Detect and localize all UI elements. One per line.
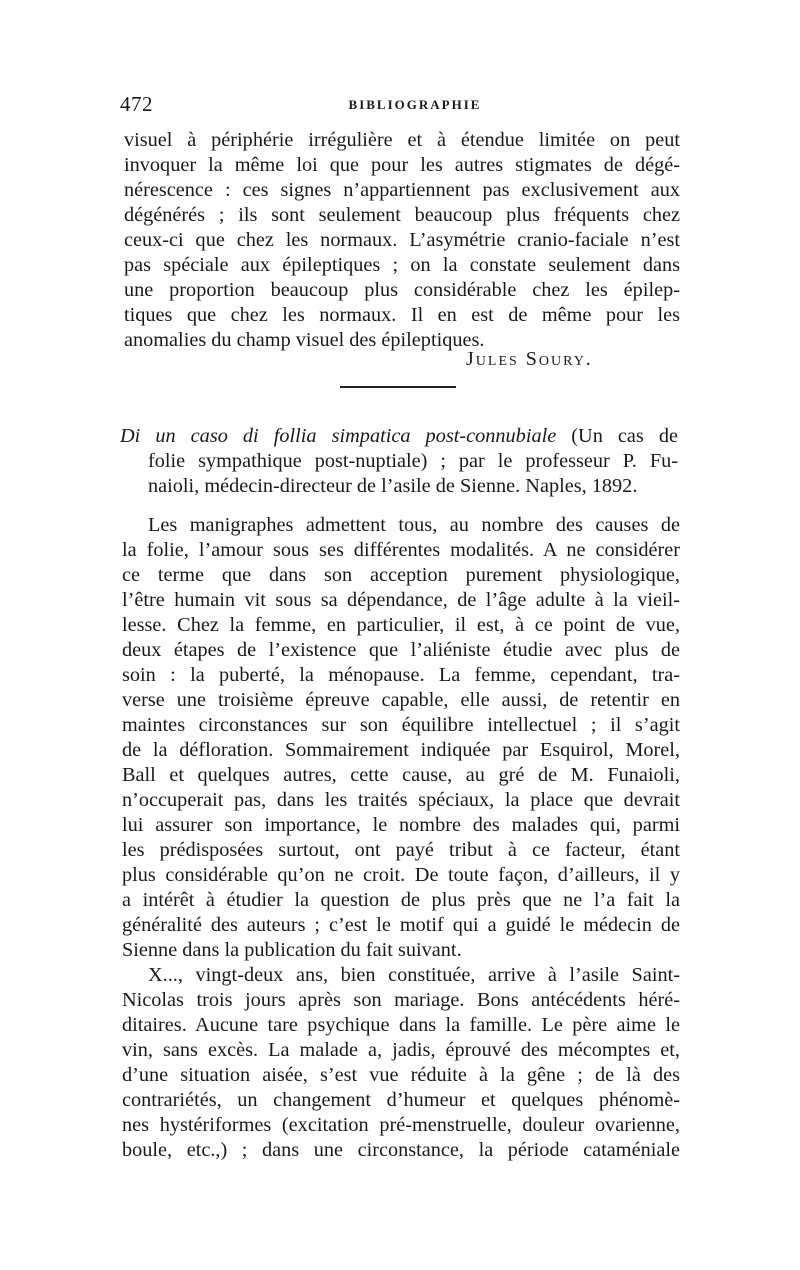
text-line: une proportion beaucoup plus considérable chez les épilep- (124, 279, 680, 301)
text-line: lui assurer son importance, le nombre des malades qui, parmi (122, 814, 680, 836)
section-divider (340, 386, 456, 388)
text-line: contrariétés, un changement d’humeur et quelques phénomè- (122, 1089, 680, 1111)
text-line: d’une situation aisée, s’est vue réduite à la gêne ; de là des (122, 1064, 680, 1086)
running-head: BIBLIOGRAPHIE (348, 97, 482, 112)
text-line: folie sympathique post-nuptiale) ; par le professeur P. Fu- (148, 450, 678, 472)
text-line: X..., vingt-deux ans, bien constituée, arrive à l’asile Saint- (148, 964, 680, 986)
text-line: visuel à périphérie irrégulière et à étendue limitée on peut (124, 129, 680, 151)
text-line: boule, etc.,) ; dans une circonstance, la période cataméniale (122, 1139, 680, 1161)
text-line: maintes circonstances sur son équilibre intellectuel ; il s’agit (122, 714, 680, 736)
text-line: Nicolas trois jours après son mariage. Bons antécédents héré- (122, 989, 680, 1011)
page-header (120, 92, 680, 118)
page-number: 472 (120, 92, 153, 116)
text-line: naioli, médecin-directeur de l’asile de Sienne. Naples, 1892. (148, 475, 638, 497)
text-line: vin, sans excès. La malade a, jadis, éprouvé des mécomptes et, (122, 1039, 680, 1061)
text-line: dégénérés ; ils sont seulement beaucoup plus fréquents chez (124, 204, 680, 226)
text-line: de la défloration. Sommairement indiquée par Esquirol, Morel, (122, 739, 680, 761)
text-line: deux étapes de l’existence que l’aliéniste étudie avec plus de (122, 639, 680, 661)
review-author: Jules Soury. (466, 348, 593, 370)
text-line: ditaires. Aucune tare psychique dans la famille. Le père aime le (122, 1014, 680, 1036)
text-line: soin : la puberté, la ménopause. La femme, cependant, tra- (122, 664, 680, 686)
text-line: Ball et quelques autres, cette cause, au gré de M. Funaioli, (122, 764, 680, 786)
text-line: généralité des auteurs ; c’est le motif qui a guidé le médecin de (122, 914, 680, 936)
text-line: ce terme que dans son acception purement physiologique, (122, 564, 680, 586)
text-line: Les manigraphes admettent tous, au nombre des causes de (148, 514, 680, 536)
text-line: Sienne dans la publication du fait suivant. (122, 939, 462, 961)
text-line: verse une troisième épreuve capable, elle aussi, de retentir en (122, 689, 680, 711)
citation-title-rest: (Un cas de (556, 425, 678, 447)
text-line: invoquer la même loi que pour les autres stigmates de dégé- (124, 154, 680, 176)
text-line: l’être humain vit sous sa dépendance, de l’âge adulte à la vieil- (122, 589, 680, 611)
text-line: nes hystériformes (excitation pré-menstruelle, douleur ovarienne, (122, 1114, 680, 1136)
text-line: tiques que chez les normaux. Il en est de même pour les (124, 304, 680, 326)
citation-title-line (120, 424, 678, 449)
citation-title-italic: Di un caso di follia simpatica post-connubiale (120, 425, 557, 447)
text-line: plus considérable qu’on ne croit. De toute façon, d’ailleurs, il y (122, 864, 680, 886)
text-line: nérescence : ces signes n’appartiennent pas exclusivement aux (124, 179, 680, 201)
text-line: lesse. Chez la femme, en particulier, il est, à ce point de vue, (122, 614, 680, 636)
text-line: les prédisposées surtout, ont payé tribut à ce facteur, étant (122, 839, 680, 861)
text-line: anomalies du champ visuel des épileptiques. (124, 329, 485, 351)
text-line: la folie, l’amour sous ses différentes modalités. A ne considérer (122, 539, 680, 561)
text-line: ceux-ci que chez les normaux. L’asymétrie cranio-faciale n’est (124, 229, 680, 251)
text-line: n’occuperait pas, dans les traités spéciaux, la place que devrait (122, 789, 680, 811)
text-line: pas spéciale aux épileptiques ; on la constate seulement dans (124, 254, 680, 276)
text-line: a intérêt à étudier la question de plus près que ne l’a fait la (122, 889, 680, 911)
